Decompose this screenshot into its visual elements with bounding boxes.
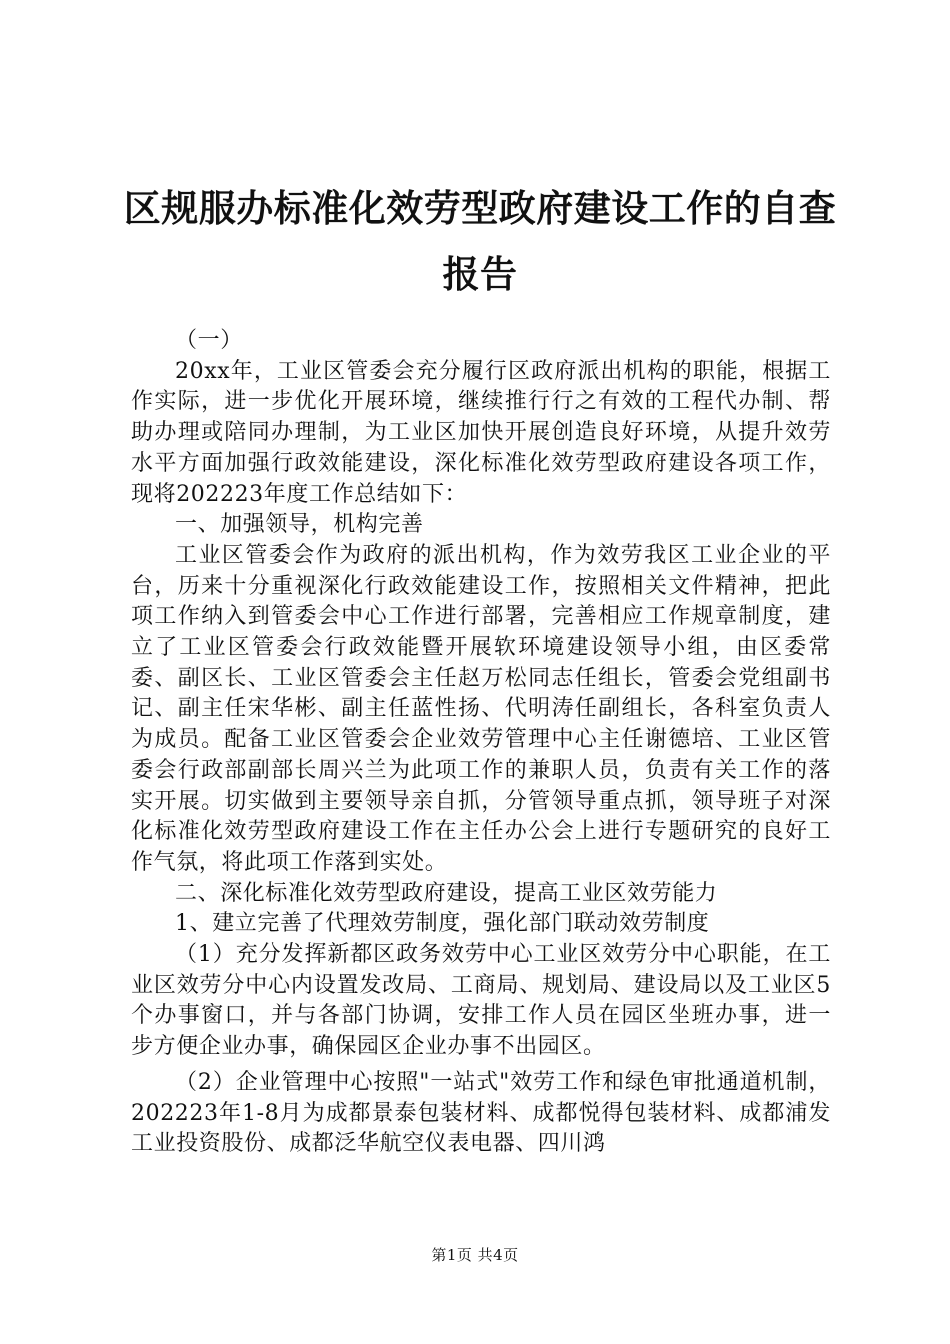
paragraph-intro: 20xx年，工业区管委会充分履行区政府派出机构的职能，根据工作实际，进一步优化开展环境，继续推行行之有效的工程代办制、帮助办理或陪同办理制，为工业区加快开展创造良好环境，从提升效劳水平方面加强行政效能建设，深化标准化效劳型政府建设各项工作，现将202223年度工作总结如下： [131, 358, 831, 507]
heading-leadership: 一、加强领导，机构完善 [175, 512, 424, 538]
document-body [131, 326, 831, 1160]
page-title: 区规服办标准化效劳型政府建设工作的自查报告 [123, 187, 837, 296]
heading-service-construction: 二、深化标准化效劳型政府建设，提高工业区效劳能力 [175, 880, 718, 906]
paragraph-item-1: （1）充分发挥新都区政务效劳中心工业区效劳分中心职能，在工业区效劳分中心内设置发改局、工商局、规划局、建设局以及工业区5个办事窗口，并与各部门协调，安排工作人员在园区坐班办事，进一步方便企业办事，确保园区企业办事不出园区。 [131, 942, 831, 1060]
page-number: 第1页 共4页 [431, 1246, 519, 1264]
subheading-agency-service: 1、建立完善了代理效劳制度，强化部门联动效劳制度 [175, 911, 710, 937]
paragraph-leadership: 工业区管委会作为政府的派出机构，作为效劳我区工业企业的平台，历来十分重视深化行政效能建设工作，按照相关文件精神，把此项工作纳入到管委会中心工作进行部署，完善相应工作规章制度，建立了工业区管委会行政效能暨开展软环境建设领导小组，由区委常委、副区长、工业区管委会主任赵万松同志任组长，管委会党组副书记、副主任宋华彬、副主任蓝性扬、代明涛任副组长，各科室负责人为成员。配备工业区管委会企业效劳管理中心主任谢德培、工业区管委会行政部副部长周兴兰为此项工作的兼职人员，负责有关工作的落实开展。切实做到主要领导亲自抓，分管领导重点抓，领导班子对深化标准化效劳型政府建设工作在主任办公会上进行专题研究的良好工作气氛，将此项工作落到实处。 [131, 542, 831, 875]
paragraph-item-2: （2）企业管理中心按照"一站式"效劳工作和绿色审批通道机制，202223年1-8月为成都景泰包装材料、成都悦得包装材料、成都浦发工业投资股份、成都泛华航空仪表电器、四川鸿 [131, 1069, 831, 1157]
paragraph-section-marker: （一） [175, 328, 243, 353]
